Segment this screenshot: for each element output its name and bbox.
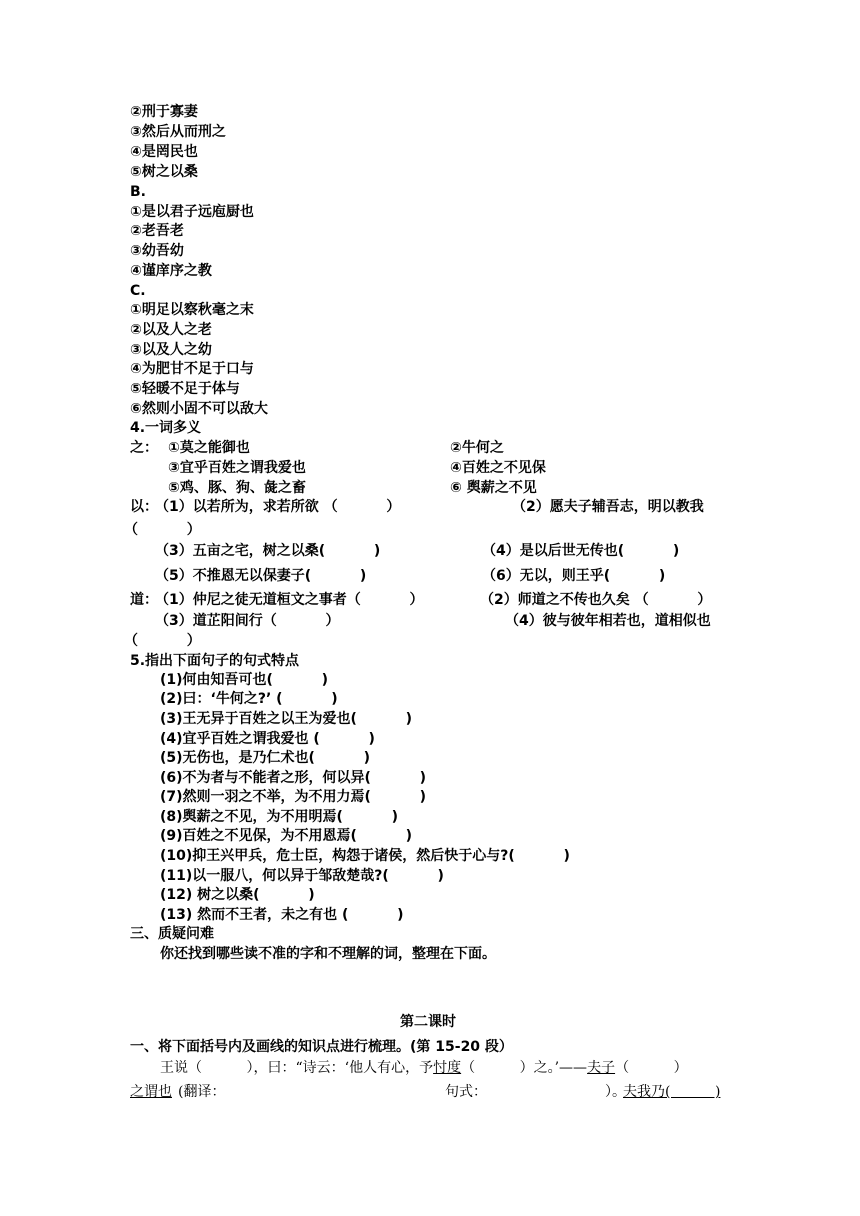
yi-item-2: （2）愿夫子辅吾志，明以教我 bbox=[512, 499, 704, 515]
yi-label: 以： bbox=[130, 499, 158, 515]
b-line-3: ③幼吾幼 bbox=[130, 243, 184, 259]
line1-part-e: （ ） bbox=[615, 1060, 688, 1076]
yi-item-5: （5）不推恩无以保妻子( ) bbox=[155, 568, 367, 584]
zhi-item-2: ②牛何之 bbox=[450, 440, 504, 456]
section-b-label: B. bbox=[130, 184, 146, 200]
part3-body: 你还找到哪些读不准的字和不理解的词，整理在下面。 bbox=[160, 946, 496, 962]
q5-item-9: (9)百姓之不见保，为不用恩焉( ) bbox=[160, 828, 413, 844]
c-line-6: ⑥然则小固不可以敌大 bbox=[130, 401, 268, 417]
line2-underlined-zhiweiye: 之谓也 bbox=[130, 1084, 172, 1100]
q5-item-1: (1)何由知吾可也( ) bbox=[160, 672, 329, 688]
zhi-item-4: ④百姓之不见保 bbox=[450, 460, 546, 476]
line2-translation-label: (翻译： bbox=[178, 1084, 226, 1100]
c-line-2: ②以及人之老 bbox=[130, 322, 212, 338]
zhi-item-3: ③宜乎百姓之谓我爱也 bbox=[168, 460, 306, 476]
q5-item-12: (12) 树之以桑( ) bbox=[160, 887, 315, 903]
zhi-item-6: ⑥ 舆薪之不见 bbox=[450, 480, 537, 496]
section-c-label: C. bbox=[130, 283, 146, 299]
line1-part-a: 王说（ ），曰：“诗云：‘他人有心，予 bbox=[160, 1060, 434, 1076]
c-line-3: ③以及人之幼 bbox=[130, 342, 212, 358]
zhi-label: 之： bbox=[130, 440, 158, 456]
dao-label: 道： bbox=[130, 592, 158, 608]
q5-item-10: (10)抑王兴甲兵，危士臣，构怨于诸侯，然后快于心与?( ) bbox=[160, 848, 570, 864]
dao-item-3: （3）道芷阳间行（ ） bbox=[155, 613, 340, 629]
c-line-4: ④为肥甘不足于口与 bbox=[130, 361, 254, 377]
q5-item-4: (4)宜乎百姓之谓我爱也 ( ) bbox=[160, 731, 375, 747]
a-line-5: ⑤树之以桑 bbox=[130, 164, 198, 180]
c-line-5: ⑤轻暖不足于体与 bbox=[130, 381, 240, 397]
yi-item-6: （6）无以，则王乎( ) bbox=[482, 568, 666, 584]
line1-underlined-fuzi: 夫子 bbox=[587, 1060, 616, 1076]
q5-item-5: (5)无伤也，是乃仁术也( ) bbox=[160, 750, 371, 766]
yi-item-2-blank: （ ） bbox=[124, 522, 201, 538]
part3-title: 三、质疑问难 bbox=[130, 926, 214, 942]
q5-item-2: (2)曰：‘牛何之?’ ( ) bbox=[160, 691, 338, 707]
q5-item-3: (3)王无异于百姓之以王为爱也( ) bbox=[160, 711, 413, 727]
dao-item-2: （2）师道之不传也久矣 （ ） bbox=[480, 592, 712, 608]
dao-item-1: （1）仲尼之徒无道桓文之事者（ ） bbox=[155, 592, 424, 608]
zhi-item-5: ⑤鸡、豚、狗、彘之畜 bbox=[168, 480, 306, 496]
a-line-2: ②刑于寡妻 bbox=[130, 104, 198, 120]
yi-item-3: （3）五亩之宅，树之以桑( ) bbox=[155, 543, 381, 559]
c-line-1: ①明足以察秋毫之末 bbox=[130, 302, 254, 318]
line2-close: ）。 bbox=[605, 1084, 626, 1100]
q5-title: 5.指出下面句子的句式特点 bbox=[130, 653, 300, 669]
line1-part-c: （ ）之。’—— bbox=[461, 1060, 588, 1076]
q5-item-11: (11)以一服八，何以异于邹敌楚哉?( ) bbox=[160, 868, 444, 884]
lesson2-heading: 第二课时 bbox=[400, 1014, 456, 1030]
zhi-item-1: ①莫之能御也 bbox=[168, 440, 250, 456]
line2-underlined-fuwonai: 夫我乃( ) bbox=[623, 1084, 721, 1100]
yi-item-4: （4）是以后世无传也( ) bbox=[482, 543, 680, 559]
lesson2-section1: 一、将下面括号内及画线的知识点进行梳理。(第 15-20 段） bbox=[130, 1039, 513, 1055]
dao-item-4-blank: （ ） bbox=[124, 633, 201, 649]
lesson2-line1 bbox=[160, 1059, 688, 1078]
b-line-4: ④谨庠序之教 bbox=[130, 263, 212, 279]
b-line-2: ②老吾老 bbox=[130, 223, 184, 239]
q5-item-6: (6)不为者与不能者之形，何以异( ) bbox=[160, 770, 427, 786]
a-line-4: ④是罔民也 bbox=[130, 144, 198, 160]
q4-title: 4.一词多义 bbox=[130, 420, 202, 436]
a-line-3: ③然后从而刑之 bbox=[130, 124, 226, 140]
q5-item-13: (13) 然而不王者，未之有也 ( ) bbox=[160, 907, 404, 923]
q5-item-8: (8)舆薪之不见，为不用明焉( ) bbox=[160, 809, 399, 825]
q5-item-7: (7)然则一羽之不举，为不用力焉( ) bbox=[160, 789, 427, 805]
yi-item-1: （1）以若所为，求若所欲 （ ） bbox=[155, 499, 401, 515]
line2-sentence-label: 句式： bbox=[445, 1084, 487, 1100]
b-line-1: ①是以君子远庖厨也 bbox=[130, 204, 254, 220]
line1-underlined-cundu: 忖度 bbox=[433, 1060, 462, 1076]
dao-item-4: （4）彼与彼年相若也，道相似也 bbox=[505, 613, 711, 629]
